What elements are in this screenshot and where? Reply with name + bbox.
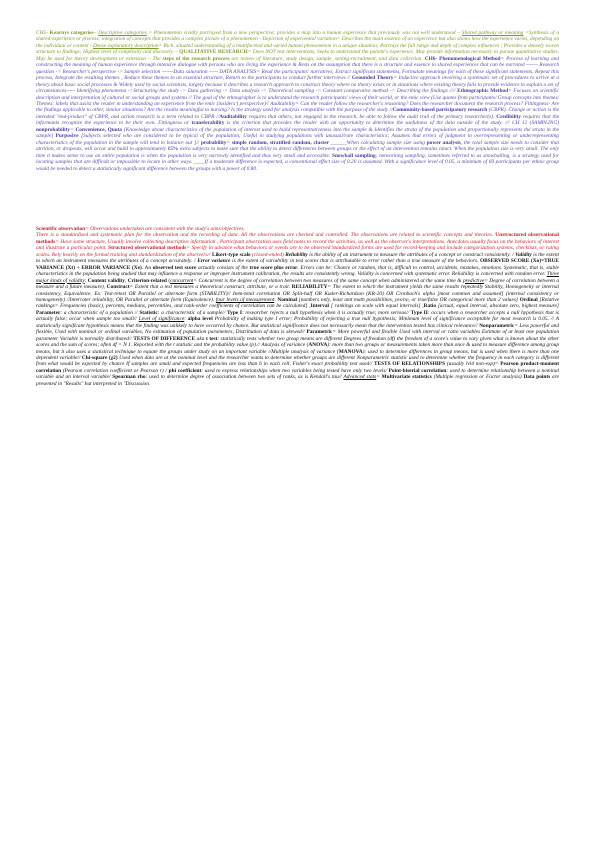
text-run: : statistically tests whether two group means are different Degrees of freedom (df) the freedom of a score's value to vary given what is known about the other scores and the sum of scores; often df = N 1. Reported with the t statistic and the probability value (p).// Analysis of variance ( [36,335,559,349]
term-type-ii: Type II [410,309,428,316]
text-run: Used when data are at the nominal level and the researcher wants to determine whether groups are different Nonparametric statistic used to determine whether the frequency in each category is different from what would be expected by chance If samples are small and expected frequencies are less than 6 in each cell, Fisher's exact probability test used// [36,355,559,368]
text-run: , the total sample size needs to consider that attrition, or dropouts, will occur and build in approximately [36,139,559,153]
text-run: = Degree of correlation between a measure and a future measure), [36,277,560,291]
term-predictive: predictive [462,277,485,284]
text-run: There is a standardized and systematic plan for the observation and the recording of data. All the observations are checked and controlled. The observations are related to scientific concepts and theories. [36,232,496,239]
term-shared-pathway: Shared pathway or meaning [461,30,524,36]
term-ordinal: Ordinal [519,296,538,303]
term-multivariate: Multivariate statistics [381,374,432,381]
text-run: . An [141,264,153,271]
term-statistic: Statistic [139,309,158,316]
section-gap [36,172,559,214]
formula-observed-score: OBSERVED SCORE (Xo)=TRUE VARIANCE (Xt) + ERROR VARIANCE (Xe) [36,258,559,271]
text-run: (Pearson correlation coefficient or Pearson r) / [61,367,169,374]
heading-reliability: RELIABILITY [291,284,328,291]
text-run: [Relative rankings= Frequencies (basic), percents, medians, percentiles, and rank-order coefficients of correlation can be calculated] , [36,296,560,310]
text-run: [Subjects selected who are considered to be typical of the population; Useful in studying populations with unusual/rare characteristics; Assumes that errors of judgment in overrepresenting or underrepresenting characteristics of the population in the sample will tend to balance out ]// [36,133,559,146]
text-run: ; networking sampling, sometimes referred to as snowballing, is a strategy used for locating samples that are difficult or impossible to locate in other ways. ____If a moderate difference is expected, a conventional effect size of 0.20 is assumed. With a significance level of 0.05, a minimum of 69 participants per ethnic group would be needed to detect a statistically significant difference between the groups with a power of 0.80. [36,152,560,172]
text-run: ): more than two groups or measurements taken more than once & used to measure difference among group means, but it also uses a statistical technique to equate the groups under study on an important variable //Multiple analysis of variance ( [36,342,559,355]
heading-tests-of-difference: TESTS OF DIFFERENCE [133,335,196,342]
text-run: =Synthesis of a shared experience or process; integration of concepts that provides a complex picture of a phenomenon - Depiction of experiential variation= Describes the main essence of an experience but also shows how the experience varies, depending on the individual or context - [36,30,560,49]
text-run: [Knowledge about characteristics of the population of interest used to build representativeness into the sample & Identifies the strata of the population and proportionally represents the strata in the sample] [36,126,560,140]
text-run: = Phenomenon vividly portrayed from a new perspective; provides a map into a human experience that previously was not well understood – [146,30,462,36]
text-run: = Extent that a test measures a theoretical construct, attribute, or a trait. [129,284,292,291]
text-run: (closed-ended) [250,251,286,258]
text-run: = Concurrent is the degree of correlation between two measures of the same concept when administered at the same time & [193,277,463,284]
term-concurrent: concurrent [170,277,194,284]
text-run: . Errors can be: Chance or random, that is, difficult to control, accidents, mistakes, emotions. Systematic, that is, stable characteristics in the population being studied that may influence a response or improper instrument calibration, the results are consistently wrong. Validity is concerned with systematic error. Reliability is concerned with random error. [36,264,560,278]
term-parameter: Parameter [36,309,61,316]
text-run: (usually lvl4 non-exp)= [445,361,501,368]
text-run: are presented in "Results" but interpreted in "Discussion. [36,374,559,387]
text-run: ): used to determine differences in group means, but is used when there is more than one dependent variable// [36,348,559,362]
term-power-analysis: power analysis [426,139,461,146]
text-run: = Specify in advance what behaviors or events are to be observed Standardized forms are used for record-keeping and include categorization systems, checklists, or rating scales. Rely heavily on the formal training and standardization of the observers// [36,245,559,258]
heading-unstructured-observation: Unstructured observational methods [36,232,559,245]
term-data-points: Data points [523,374,551,381]
text-run: = Process of learning and constructing the meaning of human experience through intensive dialogue with persons who are living the experience & Rests on the assumption that there is a structure and essence to shared experiences that can be narrated ~~~~ Research question -> Researcher's perspective -> Sample selection ~~~~Data saturation ~~~ DATA ANALYSIS= Read the participants' narratives, Extract significant statements, Formulate meanings for each of these significant statements, Repeat this process, Integrate the resulting themes , Reduce these themes to an essential structure, Return to the participants to conduct further interviews // [36,55,560,82]
term-auditability: Auditability [219,113,247,120]
heading-tests-of-relationships: TESTS OF RELATIONSHIPS [373,361,446,368]
term-level-of-significance: Level of significance [138,316,185,323]
text-run: : [274,296,278,303]
term-interval: Interval [310,303,330,310]
text-run: is the extent of variability in test scores that is attributable to error rather than a true measure of the behaviors. [230,258,480,265]
term-dense-explanatory: Dense explanatory description [92,42,159,49]
term-t-test: t test [206,335,218,342]
term-probability: probability [200,139,227,146]
text-run: is the ability of an instrument to measure the attributes of a concept or construct consistently. / [307,251,516,258]
text-run: [numbers only, least amt math possibilities, yes/no, or true/false OR categorical more than 2 values] [297,296,520,303]
text-run: ( [166,277,171,284]
term-advanced-stats: Advanced stats [343,374,377,381]
term-error-variance: Error variance [197,258,231,265]
term-nonprobability: nonprobability [36,126,71,133]
text-run: = [376,374,382,381]
qualitative-research-notes [36,30,559,172]
term-point-biserial: Point-biserial correlation [388,367,447,374]
text-run: = Inductive approach involving a systematic set of procedures to arrive at a theory about basic social processes & Widely used by social scientists, largely because it describes a research approach to construct theory where no theory exists or in situations where existing theory fails to provide evidence to explain a set of circumstances~~~ Identifying phenomena ->Structuring the study -> Data gathering -> Data analysis -> Theoretical sampling -> Constant comparative method -> Describing the findings //// [36,75,560,95]
term-ratio: Ratio [423,303,437,310]
term-convenience-quota: Convenience, Quota [75,126,122,133]
term-descriptive-categories: Descriptive categories [98,30,147,36]
text-run: : used to determine degree of association between two sets of ranks, as is Kendall's tau// [145,374,344,381]
text-run: [actual, equal interval, absolute zero, highest measure] [436,303,559,310]
term-three-kinds-validity: Three major kinds of validity [36,271,559,284]
document-page [36,30,559,387]
text-run: extra subjects to make sure that the ability to detect differences between groups or the effect of an intervention remains intact. When the population size is very small. The only time it makes sense to use an entire population is when the population is very narrowly identified and thus very small and accessible. [36,146,559,159]
text-run: = Observations undertaken are consistent with the study's aims/objectives. [85,225,245,232]
heading-cbpr: Community-based participatory research [392,107,488,114]
heading-qualitative-research: QUALITATIVE RESEARCH [179,49,248,56]
heading-kearnys-categories: Kearnys categories [49,30,94,36]
term-levels-of-measurement: four levels of measurement [215,296,275,303]
term-phi-coefficient: phi coefficient [168,367,202,374]
term-15-percent: 15% [167,146,179,153]
text-run: : a characteristic of a sample// [157,309,227,316]
text-run: aka [195,335,206,342]
term-purposive: Purposive [55,133,79,140]
term-steps-research-process: steps of the research process [162,55,230,62]
text-run: = [226,139,232,146]
text-run: – [93,30,99,36]
term-chi-square: Chi-square (χ2) [81,355,118,362]
term-construct: Construct [106,284,130,291]
text-run: : a characteristic of a population // [60,309,140,316]
text-run: (CBPR). Change or action is the intended "end-product" of CBPR, and action research is a term related to CBPR // [36,107,560,120]
heading-phenomenological-method: CH6- Phenomenological Method [424,55,501,62]
term-likert-scale: Likert-type scale [212,251,251,258]
text-run: : used to determine relationship between a nominal variable and an interval variable/ [36,367,559,381]
term-alpha-level: alpha level [187,316,213,323]
term-spearman-rho: Spearman rho [112,374,146,381]
term-anova: ANOVA [308,342,328,349]
measurement-statistics-notes [36,226,559,387]
text-run: requires that the informants recognize the experience to be their own. Fittingness or [36,113,559,127]
text-run: actually consists of the [196,264,250,271]
term-snowball-sampling: Snowball sampling [331,152,376,159]
term-true-score-plus-error: true score plus error [249,264,298,271]
text-run: Probability of making type I error; Probability of rejecting a true null hypothesis; Minimum level of significance acceptable for most research is 0.05. // A statistically significant hypothesis means that the finding was unlikely to have occurred by chance. But statistical significance does not necessarily mean that the intervention tested has clinical relevance// [36,316,560,329]
text-run: : researcher rejects a null hypothesis when it is actually true; more serious// [241,309,411,316]
text-run: : occurs when a researcher accepts a null hypothesis that is actually false; occur when sample too small// [36,309,559,323]
text-run: : [84,277,88,284]
term-credibility: Credibility [496,113,522,120]
term-type-i: Type I [226,309,242,316]
term-pearson: Pearson product-moment correlation [36,361,559,374]
text-run: is the criterion that provides the reader with an opportunity to determine the usefulness of the data outside of the study. [224,120,506,127]
text-run: = [70,126,76,133]
term-parametric: Parametric [306,329,333,336]
heading-grounded-theory: Grounded Theory [351,75,394,82]
term-observed-test-score: observed test score [152,264,197,271]
text-run: , [124,277,128,284]
heading-structured-observation: Structured observational methods [108,245,187,252]
term-random-sampling-types: simple random, stratified random, cluster [231,139,329,146]
text-run: ______When calculating sample size using [328,139,427,146]
term-criterion-related: Criterion-related [127,277,167,284]
text-run: = Focuses on scientific description and interpretation of cultural or social groups and systems // The goal of the ethnographer is to understand the research participants' views of their world, or the emic view (Use quotes from participants/ Group concepts into themes/ Themes: labels that assist the reader in understanding an experience from the emic (insiders') perspective)// Auditability= Can the reader follow the researcher's reasoning? Does the researcher document the research process? Fittingness- Are the findings applicable to other, similar situations? Are the results meaningful to nursing? Is the strategy used for analysis compatible with the purpose of the study // [36,88,559,114]
term-nominal: Nominal [277,296,298,303]
term-nonparametric: Nonparametric [479,322,515,329]
text-run: : [184,316,188,323]
text-run: (Multiple regression or Factor analysis) [431,374,524,381]
text-run: = More powerful and flexible Used with interval or ratio variables Estimate of at least one population parameter Variable is normally distributed// [36,329,560,342]
term-manova: MANOVA [338,348,363,355]
text-run: [ rankings on scale with equal intervals] , [329,303,424,310]
term-transferability: transferability [191,120,225,127]
heading-sampling: /// CH 12 (SAMPLING) [505,120,559,127]
text-run: = Have some structure, Usually involve collecting descriptive information , Participant observation uses field notes to record the activities, as well as the observer's interpretations. Anecdotes usually focus on the behaviors of interest and illustrate a particular point. [36,238,559,252]
text-run: is the extent to which an instrument measures the attributes of a concept accurately. / [36,251,559,265]
chapter-label: CH5- [36,30,50,36]
term-content-validity: Content validity [87,277,125,284]
text-run: = Less powerful and flexible, Used with nominal or ordinal variables, No estimation of population parameters, Distribution of data is skewed// [36,322,559,336]
text-run: = Does NOT test interventions, Seeks to understand the patient's experience, May provide information necessary to pursue quantitative studies, May be used for theory development or extension – The [36,49,559,62]
text-run: = Rich, situated understanding of a multifaceted and varied human phenomenon in a unique situation; Portrays the full range and depth of complex influences ; Provides a densely woven structure to findings; Highest level of complexity and discovery – [36,42,559,56]
text-run: = The extent to which the instrument yields the same results repeatedly Stability, Homogeneity or internal consistency, Equivalence. Ex: Test-retest OR Parallel or alternate form (STABILITY)// Item-total correlation OR Split-half OR Kuder-Richardson (KR-20) OR Cronbach's alpha [most common and assumed] (internal consistency or homogeneity) //Interrater reliability, OR Parallel or alternate form (Equivalence). [36,284,559,303]
text-run: are review of literature, study design, sample, setting-recruitment, and data collection. [229,55,425,62]
term-reliability: Reliability [285,251,308,258]
heading-scientific-observation: Scientific observation [36,225,86,232]
text-run: requires that others, not engaged in the research, be able to follow the audit trail of the primary researcher(s). [246,113,497,120]
heading-ethnographic-method: Ethnographic Method [457,88,509,95]
term-validity: Validity [515,251,532,258]
text-run: : used to express relationships when two variables being tested have only two levels/ [201,367,389,374]
